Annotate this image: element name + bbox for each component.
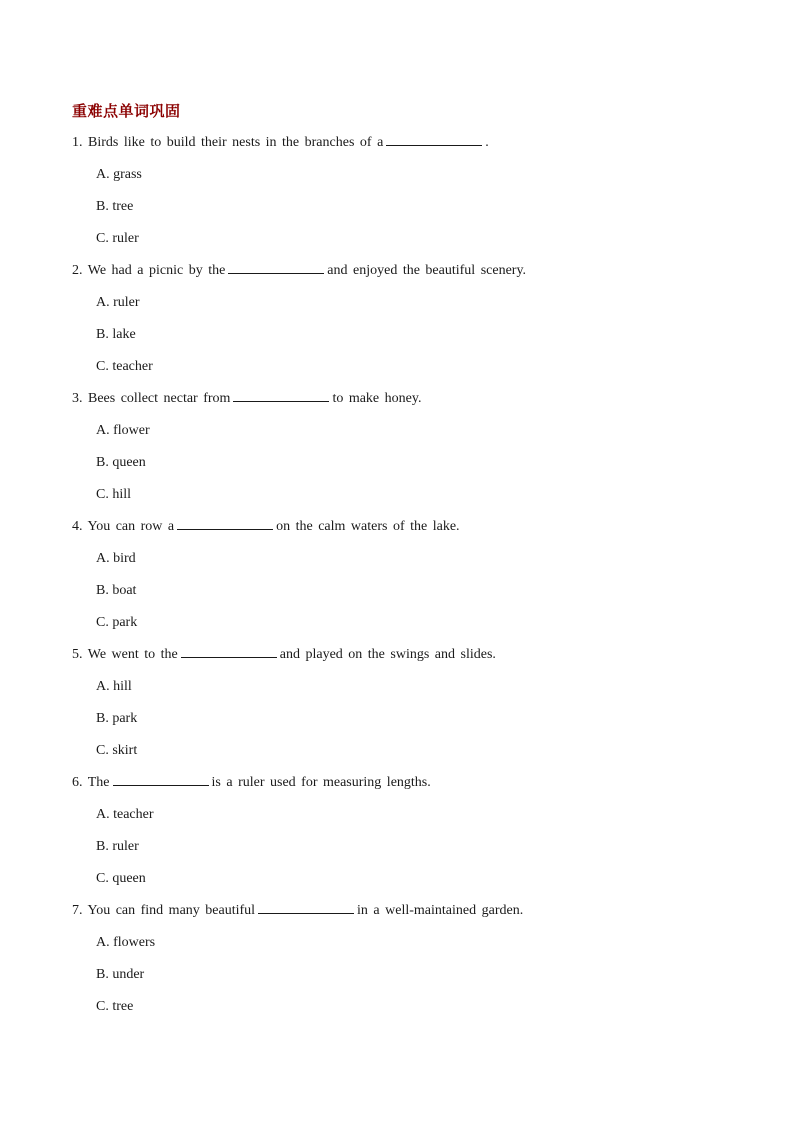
option-b: B. park: [96, 711, 138, 726]
option-a: A. hill: [96, 679, 132, 694]
option-list: [72, 930, 752, 1026]
question-text-after: is a ruler used for measuring lengths.: [211, 775, 431, 790]
question-7: [72, 898, 752, 1026]
answer-blank: [233, 386, 329, 402]
question-stem: [72, 258, 752, 290]
option-b: B. boat: [96, 583, 137, 598]
question-number: 6.: [72, 775, 83, 790]
option-list: [72, 546, 752, 642]
question-text-before: We went to the: [87, 647, 178, 662]
option-c: C. queen: [96, 871, 146, 886]
question-number: 2.: [72, 263, 83, 278]
question-stem: [72, 130, 752, 162]
option-b: B. under: [96, 967, 145, 982]
question-text-before: You can find many beautiful: [87, 903, 256, 918]
answer-blank: [386, 130, 482, 146]
answer-blank: [177, 514, 273, 530]
option-a: A. flowers: [96, 935, 156, 950]
question-text-before: Birds like to build their nests in the branches of a: [88, 135, 384, 150]
option-c: C. park: [96, 615, 138, 630]
question-text-after: on the calm waters of the lake.: [276, 519, 460, 534]
answer-blank: [181, 642, 277, 658]
option-b: B. ruler: [96, 839, 139, 854]
option-b: B. lake: [96, 327, 136, 342]
question-5: [72, 642, 752, 770]
option-a: A. bird: [96, 551, 136, 566]
option-list: [72, 418, 752, 514]
question-stem: [72, 898, 752, 930]
option-c: C. tree: [96, 999, 134, 1014]
question-text-after: .: [485, 135, 489, 150]
option-c: C. skirt: [96, 743, 138, 758]
question-number: 1.: [72, 135, 83, 150]
answer-blank: [258, 898, 354, 914]
option-b: B. queen: [96, 455, 146, 470]
question-text-before: Bees collect nectar from: [88, 391, 231, 406]
question-2: [72, 258, 752, 386]
question-list: [72, 130, 752, 1026]
question-number: 7.: [72, 903, 83, 918]
section-title: 重难点单词巩固: [72, 102, 181, 120]
option-list: [72, 674, 752, 770]
option-a: A. teacher: [96, 807, 154, 822]
question-number: 5.: [72, 647, 83, 662]
question-4: [72, 514, 752, 642]
answer-blank: [113, 770, 209, 786]
option-c: C. teacher: [96, 359, 153, 374]
option-list: [72, 802, 752, 898]
question-number: 3.: [72, 391, 83, 406]
question-number: 4.: [72, 519, 83, 534]
question-6: [72, 770, 752, 898]
question-3: [72, 386, 752, 514]
question-text-before: We had a picnic by the: [87, 263, 226, 278]
option-list: [72, 162, 752, 258]
question-text-before: The: [87, 775, 110, 790]
question-text-before: You can row a: [87, 519, 175, 534]
option-c: C. ruler: [96, 231, 139, 246]
question-stem: [72, 514, 752, 546]
question-1: [72, 130, 752, 258]
question-stem: [72, 386, 752, 418]
option-c: C. hill: [96, 487, 132, 502]
question-text-after: in a well-maintained garden.: [357, 903, 524, 918]
question-stem: [72, 770, 752, 802]
question-text-after: to make honey.: [332, 391, 422, 406]
answer-blank: [228, 258, 324, 274]
option-a: A. flower: [96, 423, 150, 438]
option-a: A. grass: [96, 167, 142, 182]
option-b: B. tree: [96, 199, 134, 214]
option-list: [72, 290, 752, 386]
question-text-after: and enjoyed the beautiful scenery.: [327, 263, 527, 278]
question-text-after: and played on the swings and slides.: [279, 647, 496, 662]
question-stem: [72, 642, 752, 674]
option-a: A. ruler: [96, 295, 140, 310]
